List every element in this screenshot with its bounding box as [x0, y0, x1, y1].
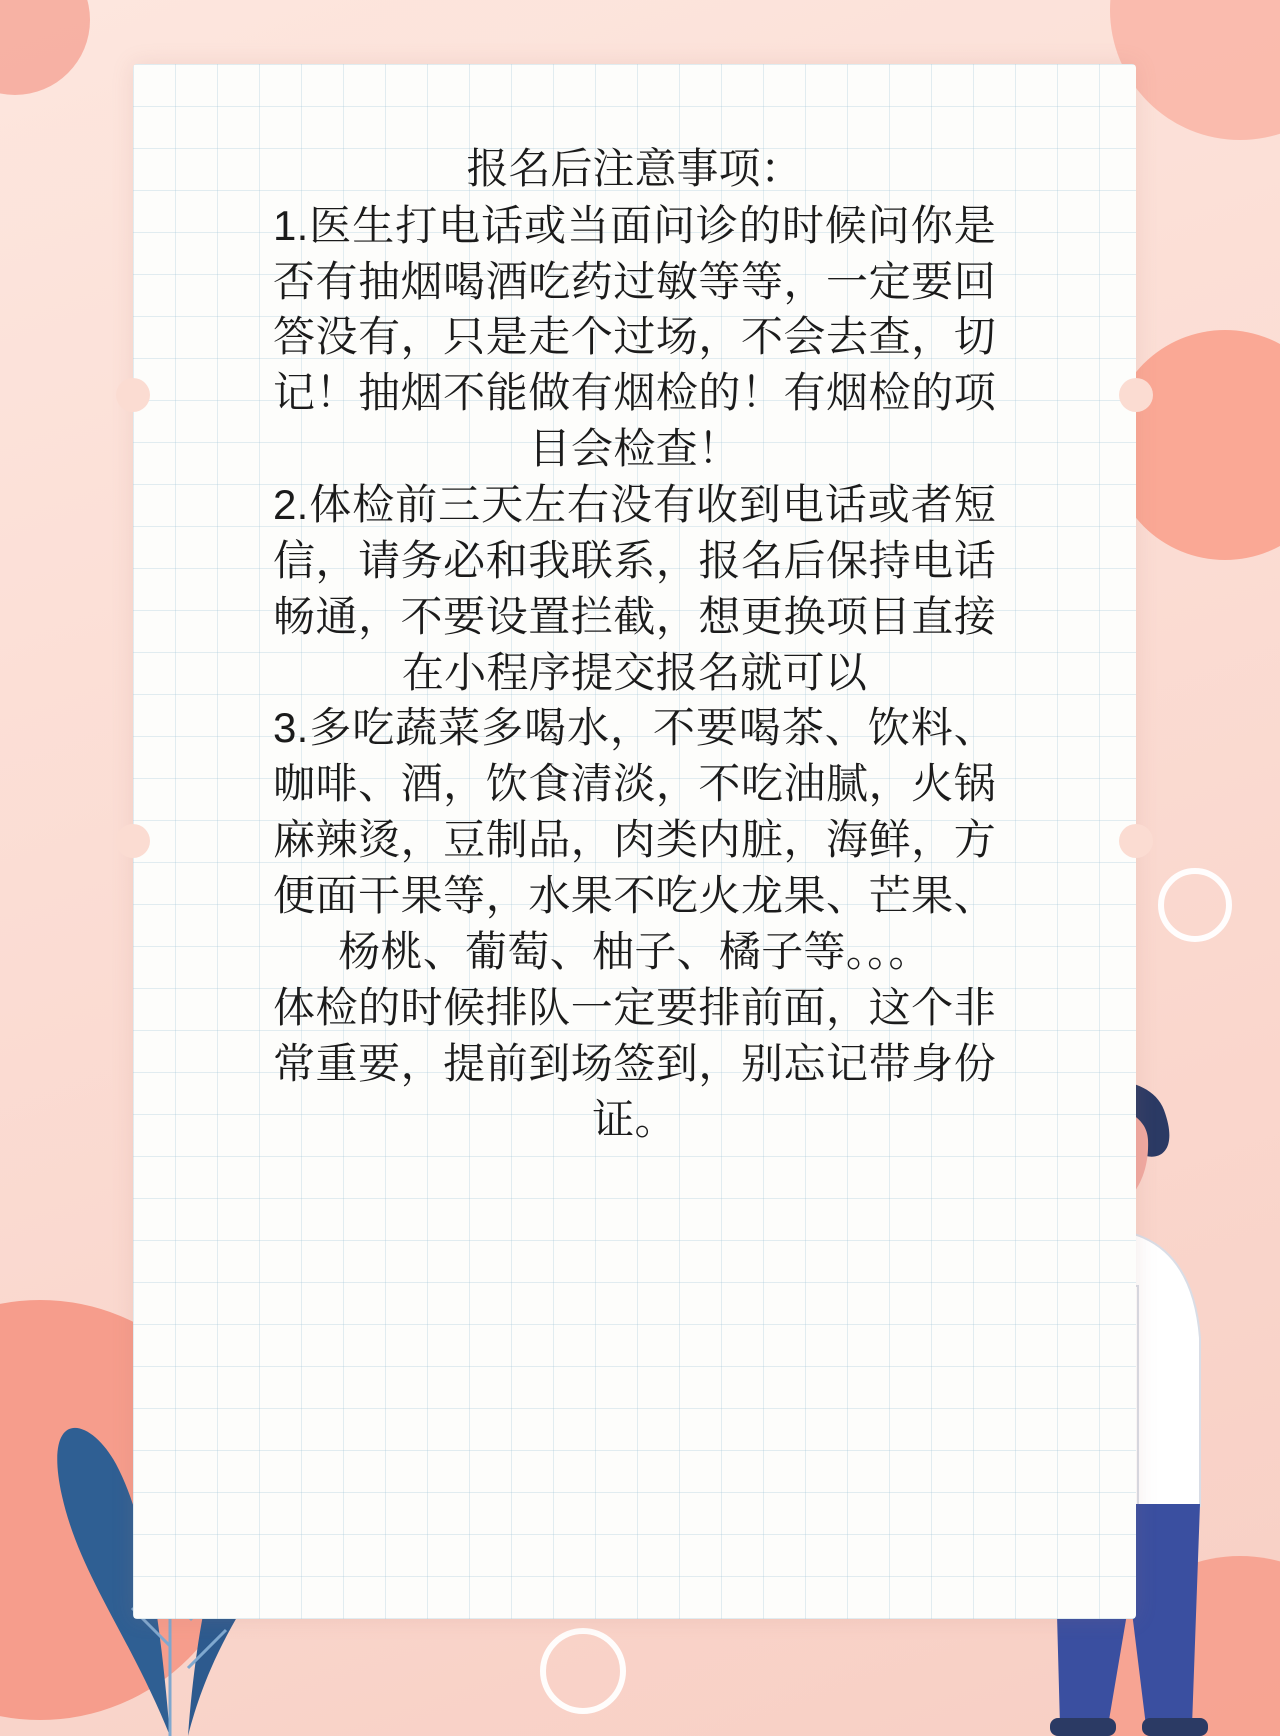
note-paragraph-4: 体检的时候排队一定要排前面，这个非常重要，提前到场签到，别忘记带身份证。 — [273, 983, 996, 1143]
page-title: 报名后注意事项： — [466, 145, 803, 192]
ring-outline-right-decor — [1158, 868, 1232, 942]
note-content — [133, 142, 1136, 1147]
note-card — [133, 64, 1136, 1619]
note-paragraph-2: 2.体检前三天左右没有收到电话或者短信，请务必和我联系，报名后保持电话畅通，不要设置拦截，想更换项目直接在小程序提交报名就可以 — [273, 481, 996, 696]
note-paragraph-1: 1.医生打电话或当面问诊的时候问你是否有抽烟喝酒吃药过敏等等，一定要回答没有，只是走个过场，不会去查，切记！抽烟不能做有烟检的！有烟检的项目会检查！ — [273, 201, 996, 473]
ring-outline-bottom-decor — [540, 1628, 626, 1714]
blob-top-left-decor — [0, 0, 90, 95]
note-paragraph-3: 3.多吃蔬菜多喝水，不要喝茶、饮料、咖啡、酒，饮食清淡，不吃油腻，火锅麻辣烫，豆制品，肉类内脏，海鲜，方便面干果等，水果不吃火龙果、芒果、杨桃、葡萄、柚子、橘子等。。。 — [273, 704, 996, 975]
